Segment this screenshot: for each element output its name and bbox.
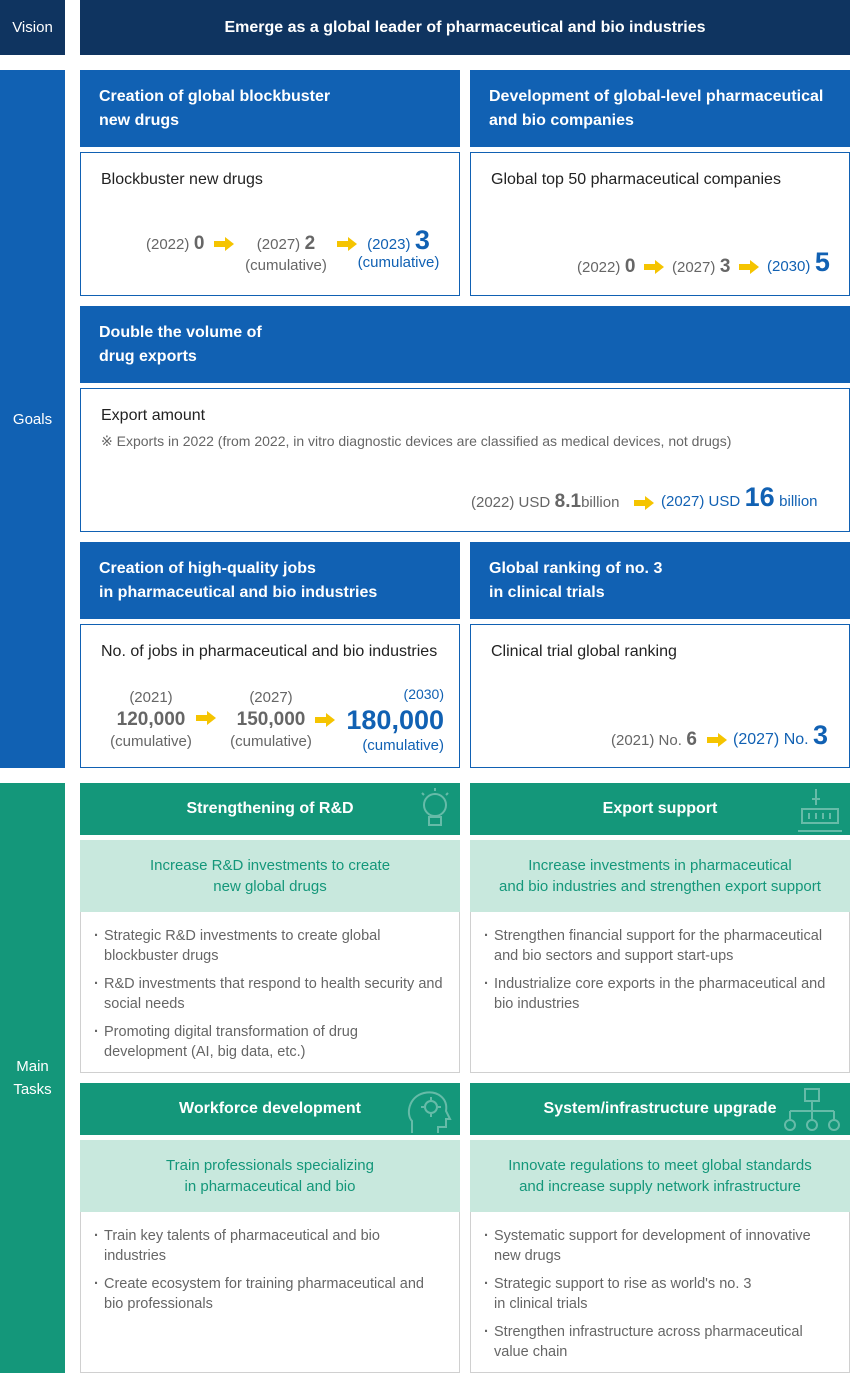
goal-box-blockbuster	[80, 152, 460, 296]
main-tasks-label: Main Tasks	[0, 783, 65, 1373]
task-header-workforce: Workforce development	[80, 1083, 460, 1135]
arrow-right-icon	[644, 260, 664, 274]
goal-box-exports	[80, 388, 850, 532]
arrow-right-icon	[707, 733, 727, 747]
task-list-workforce	[80, 1212, 460, 1373]
goal-box-jobs	[80, 624, 460, 768]
value-target: (2027) No. 3	[733, 720, 829, 750]
value-2027: (2027) 3	[672, 256, 731, 277]
list-item: · Strengthen financial support for the pharmaceutical and bio sectors and support start-ups	[494, 926, 835, 966]
goal-header-exports: Double the volume of drug exports	[80, 306, 850, 383]
goal-box-companies	[470, 152, 850, 296]
vision-statement: Emerge as a global leader of pharmaceutical and bio industries	[80, 0, 850, 55]
goal-header-blockbuster: Creation of global blockbuster new drugs	[80, 70, 460, 147]
task-header-system: System/infrastructure upgrade	[470, 1083, 850, 1135]
value-target: (2027) USD 16 billion	[661, 482, 818, 512]
arrow-right-icon	[214, 237, 234, 251]
lightbulb-icon	[418, 787, 452, 835]
task-summary-workforce: Train professionals specializing in pharmaceutical and bio	[80, 1140, 460, 1212]
goal-title: Blockbuster new drugs	[101, 171, 263, 188]
arrow-right-icon	[634, 496, 654, 510]
goal-box-ranking	[470, 624, 850, 768]
arrow-right-icon	[739, 260, 759, 274]
list-item: · Industrialize core exports in the pharmaceutical and bio industries	[494, 974, 835, 1014]
value-target: (2030) 180,000 (cumulative)	[346, 686, 444, 754]
value-2022: (2022) 0	[577, 256, 636, 277]
value-2027: (2027) 150,000 (cumulative)	[230, 689, 312, 750]
task-list-rd	[80, 912, 460, 1073]
list-item: · Create ecosystem for training pharmaceutical and bio professionals	[104, 1274, 445, 1314]
goal-title: No. of jobs in pharmaceutical and bio industries	[101, 643, 438, 660]
list-item: · Strategic support to rise as world's no. 3 in clinical trials	[494, 1274, 835, 1314]
task-summary-export: Increase investments in pharmaceutical and bio industries and strengthen export support	[470, 840, 850, 912]
task-summary-rd: Increase R&D investments to create new global drugs	[80, 840, 460, 912]
task-summary-system: Innovate regulations to meet global standards and increase supply network infrastructure	[470, 1140, 850, 1212]
value-2022: (2022) USD 8.1billion	[471, 491, 620, 512]
goal-header-ranking: Global ranking of no. 3 in clinical trials	[470, 542, 850, 619]
task-list-export	[470, 912, 850, 1073]
value-2027: (2027) 2 (cumulative)	[245, 233, 327, 274]
list-item: · R&D investments that respond to health security and social needs	[104, 974, 445, 1014]
value-target: (2030) 5	[767, 247, 830, 277]
value-2021: (2021) No. 6	[611, 729, 697, 750]
task-header-export: Export support	[470, 783, 850, 835]
goal-title: Export amount	[101, 407, 206, 424]
value-2021: (2021) 120,000 (cumulative)	[110, 689, 192, 750]
arrow-right-icon	[315, 713, 335, 727]
list-item: · Systematic support for development of innovative new drugs	[494, 1226, 835, 1266]
goal-header-jobs: Creation of high-quality jobs in pharmaceutical and bio industries	[80, 542, 460, 619]
export-note: ※ Exports in 2022 (from 2022, in vitro diagnostic devices are classified as medical devices, not drugs)	[101, 433, 732, 449]
list-item: · Strengthen infrastructure across pharmaceutical value chain	[494, 1322, 835, 1362]
list-item: · Promoting digital transformation of drug development (AI, big data, etc.)	[104, 1022, 445, 1062]
crane-icon	[798, 787, 842, 835]
goal-title: Global top 50 pharmaceutical companies	[491, 171, 781, 188]
value-2022: (2022) 0	[146, 233, 205, 254]
task-list-system	[470, 1212, 850, 1373]
list-item: · Train key talents of pharmaceutical and bio industries	[104, 1226, 445, 1266]
vision-label: Vision	[0, 0, 65, 55]
head-gear-icon	[404, 1087, 452, 1135]
value-target: (2023) 3 (cumulative)	[357, 225, 440, 271]
org-chart-icon	[782, 1087, 842, 1135]
goal-header-companies: Development of global-level pharmaceutical and bio companies	[470, 70, 850, 147]
task-header-rd: Strengthening of R&D	[80, 783, 460, 835]
goals-label: Goals	[0, 70, 65, 768]
arrow-right-icon	[196, 711, 216, 725]
goal-title: Clinical trial global ranking	[491, 643, 677, 660]
list-item: · Strategic R&D investments to create global blockbuster drugs	[104, 926, 445, 966]
